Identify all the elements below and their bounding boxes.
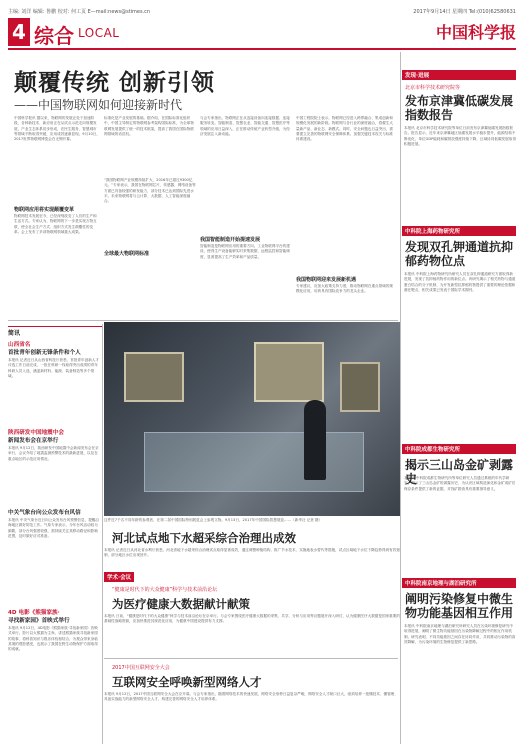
sidebar-header-2-text: 中科院上海药物研究所 (405, 229, 461, 235)
news-photo (104, 322, 400, 516)
brief-3-title: 中关气象台向公众发布台风信 (8, 510, 81, 516)
brief-2-body: 本报讯 9月12日，陕西研发中国地震中会新闻发布会在京举行，会议介绍了地震监测预警技术的最新进展，以及在重点地区的示范应用情况。 (8, 446, 99, 461)
sidebar-header-4 (402, 578, 516, 588)
column-divider-right (400, 52, 401, 744)
sidebar-header-4-text: 中科院南京地理与湖泊研究所 (405, 581, 477, 587)
lead-col-3b: 智能制造是物联网应用的重要方向。工业物联网平台的建设，使得生产设备能够实时采集数据、远程监控和智能调度，显著提高了生产效率和产品质量。 (200, 244, 290, 259)
brief-3-body: 本报讯 中央气象台近日向公众发布台风预警信息，提醒沿海地区做好防范工作。气象专家表示，今年台风活动较为频繁，部分台风强度较强，需持续关注其移动路径和影响范围，及时做好应对准备。 (8, 518, 99, 538)
header-rule (8, 48, 516, 50)
lead-subhead: ——中国物联网如何迎接新时代 (14, 98, 183, 112)
academic-section-label (104, 572, 400, 582)
briefs-label (8, 326, 102, 336)
page-topline (8, 6, 516, 18)
photo-visitor (304, 400, 326, 480)
internet-article-body: 本报讯 9月12日，2017中国互联网安全大会在京开幕。与会专家指出，随着网络技术的快速发展，网络安全形势日益复杂严峻，网络安全人才缺口巨大，亟须培养一批懂技术、懂管理、具备实战能力的新型网络安全人才，构建完善的网络安全人才培养体系。 (104, 692, 398, 702)
brief-2-title: 陕西研发中国地震中会 (8, 430, 64, 436)
health-article-title: 为医疗健康大数据献计献策 (112, 597, 250, 611)
sidebar-story-4-body: 本报讯 中科院南京地理与湖泊研究所研究人员在污染环境修复研究中取得进展，阐明了微生物功能基因在污染物降解过程中的相互作用机制。研究表明，不同功能基因之间存在协同作用，共同推动污染物的高效降解，为污染环境的生物修复提供了新思路。 (404, 624, 516, 644)
internet-article-title: 互联网安全呼唤新型网络人才 (112, 675, 262, 689)
sidebar-story-3-title: 揭示三山岛金矿剥露史 (405, 458, 514, 486)
sidebar-story-3-body: 本报讯 中科院成都生物研究所等单位研究人员通过系统的年代学研究，揭示了三山岛金矿的剥露历史，为认识区域构造演化和金矿成矿后保存条件提供了新的证据，对找矿勘查具有重要指导意义。 (404, 476, 516, 491)
briefs-label-text: 简讯 (8, 330, 21, 337)
brief-4-title: 4D 电影《熊猫家族· (8, 610, 60, 616)
section-english: LOCAL (78, 26, 120, 40)
brief-4-body: 本报讯 9月12日，4D电影《熊猫家族·寻找新家园》首映式举行。影片以大熊猫为主角，讲述熊猫家族寻找新家园的故事，将科普知识与娱乐体验相结合，为观众带来身临其境的观影感受，也展示了我国在野生动物保护方面取得的成就。 (8, 626, 98, 652)
sidebar-story-1-title: 发布京津冀低碳发展指数报告 (405, 94, 514, 122)
sidebar-story-1-kicker: 北京市科学技术研究院等 (405, 85, 461, 91)
brief-2-subtitle: 新闻发布会在京举行 (8, 438, 59, 444)
hebei-article-body: 本报讯 记者近日从河北省水利厅获悉，河北省地下水超采综合治理试点取得显著成效，通过调整种植结构、推广节水技术、实施地表水替代等措施，试点区域地下水位下降趋势得到有效遏制，部分地区水位出现回升。 (104, 548, 400, 558)
lead-col-3: 与会专家指出，物联网正在从连接设备向连接数据、连接服务转变。智能制造、智慧农业、智能交通、智慧医疗等领域的应用日益深入，正在推动传统产业转型升级，为经济发展注入新动能。 (200, 116, 290, 136)
sidebar-story-2-body: 本报讯 中科院上海药物研究所研究人员在双孔钾通道研究方面取得新进展，发现了抗抑郁药物作用的新位点。该研究揭示了相关药物与通道蛋白结合的分子机制，为开发新型抗抑郁药物提供了重要的理论依据和潜在靶点，相关成果已发表于国际学术期刊。 (404, 272, 516, 292)
column-divider-left (102, 324, 103, 744)
photo-display-case (144, 432, 364, 492)
sidebar-story-1-body: 本报讯 北京市科学技术研究院等单位日前发布京津冀低碳发展指数报告。报告显示，近年来京津冀地区低碳发展水平稳步提升，能源结构不断优化，单位GDP能耗和碳排放强度持续下降，区域协同低碳发展取得积极进展。 (404, 126, 516, 146)
photo-frame-right (340, 362, 380, 412)
brief-1-subtitle: 首批青年创新无锋条件和个人 (8, 350, 81, 356)
brief-1-title: 山西省名 (8, 342, 31, 348)
lead-subtitle-4: 我国物联网迎来发展新机遇 (296, 277, 357, 283)
internet-kicker: 2017中国互联网安全大会 (112, 665, 170, 671)
lead-col-2b: “我国物联网产业规模持续扩大，2016年已超过9300亿元。”专家表示，我国在物联网芯片、传感器、网络设备等方面已具备较强的研发能力，部分技术已达到国际先进水平。未来物联网将与云计算、大数据、人工智能深度融合。 (104, 178, 196, 204)
sidebar-story-2-title: 发现双孔钾通道抗抑郁药物位点 (405, 240, 514, 268)
brief-4-subtitle: 寻找新家园》首映式举行 (8, 618, 70, 624)
newspaper-masthead: 中国科学报 (435, 23, 516, 42)
sidebar-header-3 (402, 444, 516, 454)
sidebar-header-3-text: 中科院成都生物研究所 (405, 447, 461, 453)
section-header (8, 18, 368, 46)
lead-col-4b: 专家建议，应加大政策支持力度，推动物联网在重点领域的规模化应用，培育具有国际竞争力的龙头企业。 (296, 284, 394, 294)
lead-subtitle-3: 我国智能制造开始提速发展 (200, 237, 261, 243)
sidebar-header-2 (402, 226, 516, 236)
sidebar-header-1-text: 发现·进展 (405, 73, 430, 79)
lead-bottom-rule (8, 320, 398, 321)
editor-info: 主编: 刘洋 编辑: 鲁鹏 校对: 何工页 E—mail:news@stimes.cn (8, 9, 151, 15)
internet-top-rule (104, 658, 398, 659)
sidebar-story-4-title: 阐明污染修复中微生物功能基因相互作用 (405, 592, 514, 620)
section-number: 4 (8, 18, 30, 46)
brief-1-body: 本报讯 记者近日从山西省科技厅获悉，首批青年创新人才评选工作日前完成，一批在科研一线取得突出成绩的青年科研人员入选，涵盖新材料、能源、装备制造等多个领域。 (8, 358, 99, 378)
photo-frame-left (124, 352, 184, 402)
section-name: 综合 (34, 24, 74, 48)
lead-col-4: 中国工程院院士表示，物联网已经进入跨界融合、集成创新和规模化发展的新阶段。物联网与各行业的深度融合，将催生大量新产品、新业态、新模式。同时，安全问题也日益突出，需要建立完善的物联网安全保障体系，加强关键技术攻关与标准体系建设。 (296, 116, 394, 142)
hebei-article-title: 河北试点地下水超采综合治理出成效 (112, 531, 296, 545)
sidebar-header-1 (402, 70, 516, 80)
health-article-body: 本报讯 日前，“健康是时代下的大众健康”科学与技术前沿论坛在京举行。与会专家围绕医疗健康大数据的采集、共享、分析与应用等议题展开深入研讨，认为健康医疗大数据是国家重要的基础性战略资源，应加快推进其规范化应用，为健康中国建设提供有力支撑。 (104, 614, 400, 624)
lead-headline: 颠覆传统 创新引领 (14, 69, 216, 96)
photo-caption: 这件近7千名不同年龄的参观者，在第二届中国国际特别展览会上参观文物。9月13日，2017年中国国际智慧展览……（新华社 记者 摄） (104, 518, 323, 522)
photo-frame-center (254, 342, 324, 402)
date-info: 2017年9月14日 星期四 Tel:(010)62580631 (413, 9, 516, 15)
lead-subtitle-2: 全球最大物联网标准 (104, 251, 150, 257)
health-kicker: “健康是时代下的大众健康”科学与技术前沿论坛 (112, 587, 218, 593)
lead-col-1b: 物联网技术发展至今，已经深刻改变了人们的生产和生活方式。专家认为，物联网的下一步是实现万物互联，使全社会生产方式、组织方式发生颠覆性的变革。会上发布了多项物联网领域重大成果。 (14, 214, 97, 234)
lead-col-1: 中国科学报讯 据以来，物联网的发展正处于加速阶段，各种新技术、新应用正在从试点示范走向规模发展，产业生态体系初步形成，在民生服务、智慧城市等领域不断取得突破，应用成效逐渐显现。9月10日，2017世界物联网博览会在无锡开幕。 (14, 116, 100, 142)
lead-subtitle-1: 物联网应用将实现颠覆变革 (14, 207, 75, 213)
lead-col-2: 标准化是产业发展的基础。据介绍，在国际标准化组织中，中国主导制定的物联网参考架构国际标准，为全球物联网发展提供了统一的技术框架，提高了我国在国际物联网领域的话语权。 (104, 116, 194, 136)
academic-tag: 学术·会议 (104, 572, 134, 582)
